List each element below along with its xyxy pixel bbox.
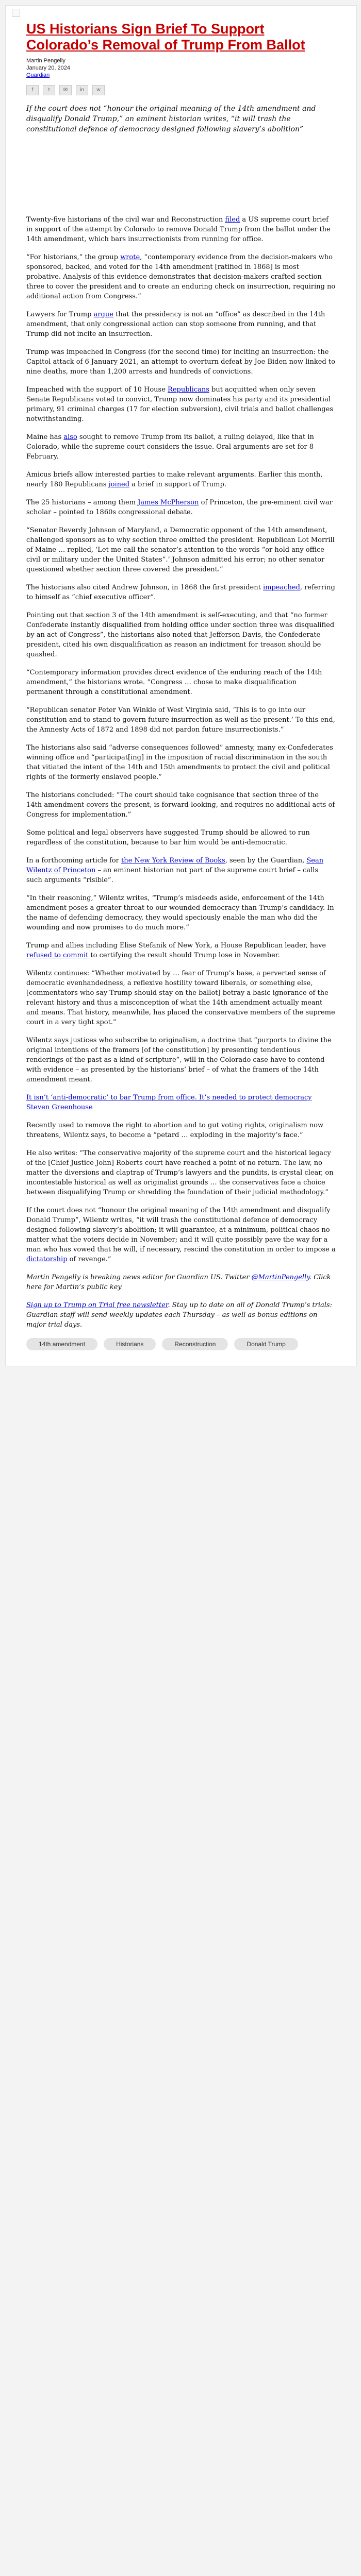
article-paragraph: “For historians,” the group wrote, “contemporary evidence from the decision-makers who sponsored, backed, and voted for the 14th amendment [ratified in 1868] is most probative. Analysis of this evidence demonstrates that decision-makers crafted section three to cover the president and to create an enduring check on insurrection, requiring no additional action from Congress.” <box>26 253 336 300</box>
article-paragraph: Trump was impeached in Congress (for the second time) for inciting an insurrection: the Capitol attack of 6 January 2021, an attempt to overturn defeat by Joe Biden now linked to nine deaths, more than 1,200 arrests and hundreds of convictions. <box>26 348 335 376</box>
inline-link[interactable]: Steven Greenhouse <box>26 1104 93 1111</box>
article-paragraph: The historians concluded: “The court should take cognisance that section three of the 14th amendment covers the present, is forward-looking, and requires no additional acts of Congress for implementation.” <box>26 791 335 819</box>
email-icon[interactable]: ✉ <box>59 85 72 95</box>
article-paragraph: Trump and allies including Elise Stefanik of New York, a House Republican leader, have refused to commit to certifying the result should Trump lose in November. <box>26 942 326 959</box>
inline-link[interactable]: also <box>63 433 77 441</box>
article-paragraph <box>26 1093 336 1112</box>
inline-link[interactable]: the New York Review of Books <box>121 857 225 865</box>
author-note: Martin Pengelly is breaking news editor for Guardian US. Twitter @MartinPengelly. Click here for Martin’s public key <box>26 1274 331 1291</box>
article-panel <box>5 5 357 1366</box>
article-paragraph: Pointing out that section 3 of the 14th amendment is self-executing, and that “no former Confederate instantly disqualified from holding office under section three was disqualified by an act of Congress”, the historians also noted that Jefferson Davis, the Confederate president, cited his own disqualification as reason an indictment for treason should be quashed. <box>26 612 335 658</box>
article-paragraph: Twenty-five historians of the civil war and Reconstruction filed a US supreme court brief in support of the attempt by Colorado to remove Donald Trump from the ballot under the 14th amendment, which bars insurrectionists from running for office. <box>26 216 331 243</box>
tag-pill[interactable]: Reconstruction <box>162 1338 228 1350</box>
inline-link[interactable]: joined <box>108 481 130 488</box>
article-meta <box>26 57 336 79</box>
article-paragraph: He also writes: “The conservative majority of the supreme court and the historical legacy of the [Chief Justice John] Roberts court have reached a point of no return. The law, no matter the diversions and claptrap of Trump’s lawyers and the pundits, is crystal clear, on incontestable historical as well as originalist grounds … the conservatives face a choice between disqualifying Trump or shredding the foundation of their judicial methodology.” <box>26 1149 334 1196</box>
article-paragraph: The historians also cited Andrew Johnson, in 1868 the first president impeached, referring to himself as “chief executive officer”. <box>26 584 335 601</box>
author-name: Martin Pengelly <box>26 58 65 64</box>
article-paragraph: If the court does not “honour the original meaning of the 14th amendment and disqualify Donald Trump”, Wilentz writes, “it will trash the constitutional defence of democracy designed following slavery’s abolition; it will guarantee, at a minimum, political chaos no matter what the voters decide in November; and it will quite possibly pave the way for a man who has vowed that he will, if necessary, rescind the constitution in order to impose a dictatorship of revenge.” <box>26 1207 336 1263</box>
inline-link[interactable]: Sean Wilentz of Princeton <box>26 857 324 874</box>
author-twitter-link[interactable]: @MartinPengelly <box>251 1274 309 1281</box>
logo-image-icon <box>12 9 20 17</box>
inline-link[interactable]: impeached <box>262 584 300 591</box>
article-paragraph: Lawyers for Trump argue that the presidency is not an “office” as described in the 14th amendment, that only congressional action can stop someone from running, and that Trump did not incite an insurrection. <box>26 311 325 338</box>
article-paragraph: Some political and legal observers have suggested Trump should be allowed to run regardless of the constitution, because to bar him would be anti-democratic. <box>26 829 310 846</box>
article-body <box>26 191 336 1264</box>
inline-link[interactable]: refused to commit <box>26 952 89 959</box>
inline-link[interactable]: It isn’t ‘anti-democratic’ to bar Trump from office. It’s needed to protect democracy <box>26 1094 312 1101</box>
article-paragraph: Amicus briefs allow interested parties to make relevant arguments. Earlier this month, nearly 180 Republicans joined a brief in support of Trump. <box>26 471 323 488</box>
article-paragraph: “In their reasoning,” Wilentz writes, “Trump’s misdeeds aside, enforcement of the 14th amendment poses a greater threat to our wounded democracy than Trump’s candidacy. In the name of defending democracy, they would speciously enable the man who did the wounding and now promises to do much more.” <box>26 894 334 931</box>
tag-pill[interactable]: Historians <box>104 1338 156 1350</box>
article-paragraph: The 25 historians – among them James McPherson of Princeton, the pre-eminent civil war scholar – pointed to 1860s congressional debate. <box>26 499 333 516</box>
article-title[interactable]: US Historians Sign Brief To Support Colorado’s Removal of Trump From Ballot <box>26 21 305 53</box>
article-paragraph: Wilentz continues: “Whether motivated by … fear of Trump’s base, a perverted sense of democratic evenhandedness, a reflexive hostility toward liberals, or something else, [commentators who say Trump should stay on the ballot] betray a basic ignorance of the relevant history and thus a misconception of what the 14th amendment actually meant and means. That history, meanwhile, has placed the conservative members of the supreme court in a very tight spot.” <box>26 970 335 1026</box>
article-paragraph: “Republican senator Peter Van Winkle of West Virginia said, ‘This is to go into our constitution and to stand to govern future insurrection as well as the present.’ To this end, the Amnesty Acts of 1872 and 1898 did not pardon future insurrectionists.” <box>26 706 335 734</box>
article-paragraph: Impeached with the support of 10 House Republicans but acquitted when only seven Senate Republicans voted to convict, Trump now dominates his party and its presidential primary, 91 criminal charges (17 for election subversion), civil trials and ballot challenges notwithstanding. <box>26 386 333 423</box>
whatsapp-icon[interactable]: w <box>92 85 105 95</box>
share-icons <box>26 85 336 95</box>
signup-link[interactable]: Sign up to Trump on Trial free newsletter <box>26 1301 168 1309</box>
inline-link[interactable]: Republicans <box>168 386 209 394</box>
tag-pill[interactable]: Donald Trump <box>234 1338 298 1350</box>
inline-link[interactable]: filed <box>225 216 240 224</box>
image-placeholder <box>26 134 336 191</box>
article-paragraph: In a forthcoming article for the New York Review of Books, seen by the Guardian, Sean Wilentz of Princeton – an eminent historian not part of the supreme court brief – calls such arguments “risible”. <box>26 857 324 884</box>
standfirst: If the court does not “honour the original meaning of the 14th amendment and disqualify Donald Trump,” an eminent historian writes, “it will trash the constitutional defence of democracy designed following slavery’s abolition” <box>26 105 316 133</box>
article-paragraph: Wilentz says justices who subscribe to originalism, a doctrine that “purports to divine the original intentions of the framers [of the constitution] by presenting tendentious renderings of the past as a kind of scripture”, will in the Colorado case have to contend with evidence – as presented by the historians’ brief – of what the framers of the 14th amendment meant. <box>26 1037 332 1083</box>
tag-pill[interactable]: 14th amendment <box>26 1338 97 1350</box>
facebook-icon[interactable]: f <box>26 85 39 95</box>
linkedin-icon[interactable]: in <box>76 85 88 95</box>
article-paragraph: “Senator Reverdy Johnson of Maryland, a Democratic opponent of the 14th amendment, challenged sponsors as to why section three omitted the president. Republican Lot Morrill of Maine … replied, ‘Let me call the senator’s attention to the words “or hold any office civil or military under the United States”.’ Johnson admitted his error; no other senator questioned whether section three covered the president.” <box>26 527 335 573</box>
tag-list <box>26 1338 336 1350</box>
article-paragraph: The historians also said “adverse consequences followed” amnesty, many ex-Confederates winning office and “participat[ing] in the imposition of racial discrimination in the south that vitiated the intent of the 14th and 15th amendments to protect the civil and political rights of the formerly enslaved people.” <box>26 744 333 781</box>
newsletter-signup: Sign up to Trump on Trial free newsletter. Stay up to date on all of Donald Trump’s trials: Guardian staff will send weekly updates each Thursday – as well as bonus editions on major trial days. <box>26 1301 332 1329</box>
article-paragraph: Maine has also sought to remove Trump from its ballot, a ruling delayed, like that in Colorado, while the supreme court considers the issue. Oral arguments are set for 8 February. <box>26 433 314 461</box>
article-paragraph: “Contemporary information provides direct evidence of the enduring reach of the 14th amendment,” the historians wrote. “Congress … chose to make disqualification permanent through a constitutional amendment. <box>26 669 322 696</box>
inline-link[interactable]: dictatorship <box>26 1256 68 1263</box>
inline-link[interactable]: James McPherson <box>138 499 199 506</box>
publish-date: January 20, 2024 <box>26 65 71 71</box>
article-paragraph: Recently used to remove the right to abortion and to gut voting rights, originalism now threatens, Wilentz says, to become a “petard … exploding in the majority’s face.” <box>26 1122 324 1139</box>
source-link[interactable]: Guardian <box>26 72 50 78</box>
inline-link[interactable]: wrote <box>120 253 140 261</box>
twitter-icon[interactable]: t <box>43 85 55 95</box>
inline-link[interactable]: argue <box>93 311 113 318</box>
